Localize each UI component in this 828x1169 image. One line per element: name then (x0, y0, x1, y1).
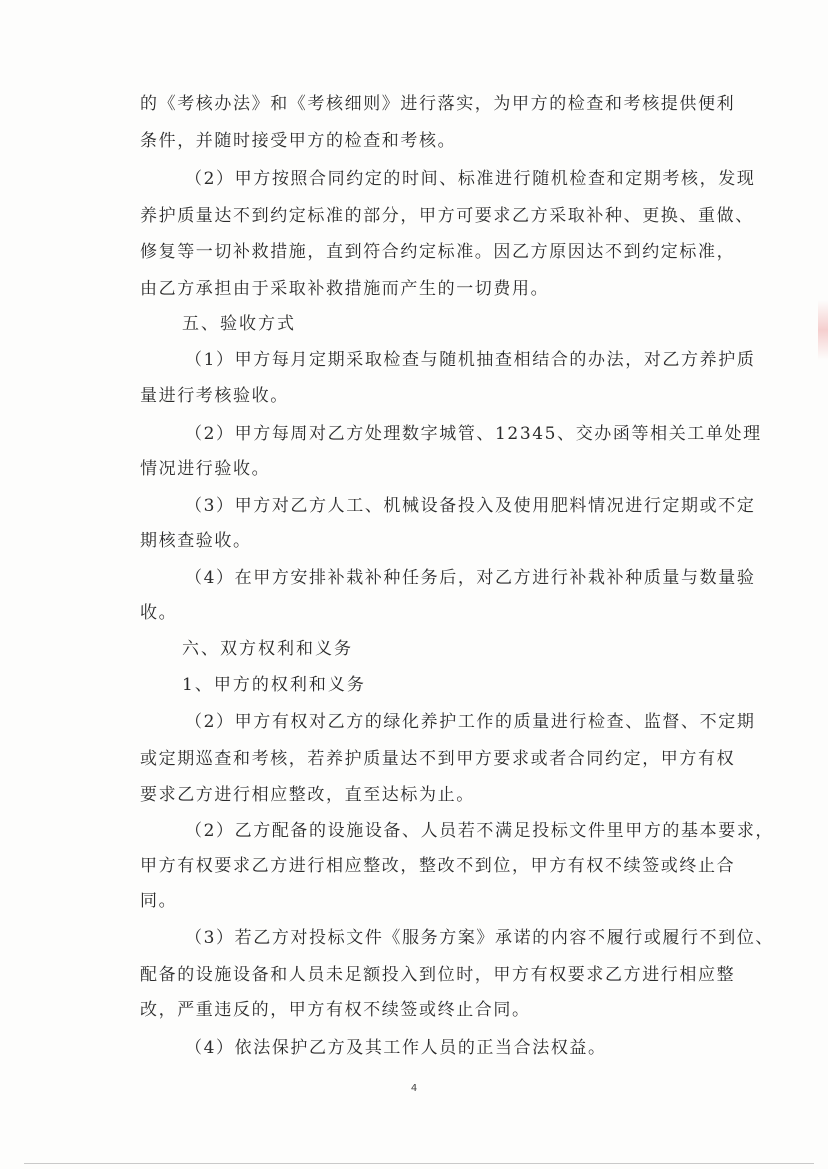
section-heading: 六、双方权利和义务 (182, 639, 353, 659)
paragraph-line: 改，严重违反的，甲方有权不续签或终止合同。 (140, 1000, 531, 1020)
paragraph-line: （2）甲方按照合同约定的时间、标准进行随机检查和定期考核，发现 (185, 169, 756, 189)
paragraph-line: 修复等一切补救措施，直到符合约定标准。因乙方原因达不到约定标准， (140, 242, 736, 262)
paragraph-line: （3）若乙方对投标文件《服务方案》承诺的内容不履行或履行不到位、 (185, 928, 775, 948)
paragraph-line: 条件，并随时接受甲方的检查和考核。 (140, 131, 457, 151)
subsection-heading: 1、甲方的权利和义务 (182, 675, 366, 695)
section-heading: 五、验收方式 (182, 314, 296, 334)
paragraph-line: 要求乙方进行相应整改，直至达标为止。 (140, 785, 475, 805)
paragraph-line: 期核查验收。 (140, 531, 252, 551)
paragraph-line: 量进行考核验收。 (140, 386, 289, 406)
paragraph-line: （2）乙方配备的设施设备、人员若不满足投标文件里甲方的基本要求， (185, 821, 775, 841)
paragraph-line: 或定期巡查和考核，若养护质量达不到甲方要求或者合同约定，甲方有权 (140, 749, 736, 769)
paragraph-line: （4）依法保护乙方及其工作人员的正当合法权益。 (185, 1038, 607, 1058)
paragraph-line: （2）甲方每周对乙方处理数字城管、12345、交办函等相关工单处理 (185, 424, 762, 444)
paragraph-line: 同。 (140, 891, 178, 911)
paragraph-line: 配备的设施设备和人员未足额投入到位时，甲方有权要求乙方进行相应整 (140, 965, 736, 985)
seal-edge-mark (818, 300, 828, 360)
paragraph-line: （3）甲方对乙方人工、机械设备投入及使用肥料情况进行定期或不定 (185, 496, 756, 516)
paragraph-line: 收。 (140, 603, 178, 623)
paragraph-line: 由乙方承担由于采取补救措施而产生的一切费用。 (140, 279, 550, 299)
paragraph-line: （2）甲方有权对乙方的绿化养护工作的质量进行检查、监督、不定期 (185, 712, 756, 732)
paragraph-line: 情况进行验收。 (140, 459, 271, 479)
scan-bottom-edge (24, 1163, 814, 1164)
paragraph-line: 的《考核办法》和《考核细则》进行落实，为甲方的检查和考核提供便利 (140, 94, 736, 114)
paragraph-line: 养护质量达不到约定标准的部分，甲方可要求乙方采取补种、更换、重做、 (140, 206, 754, 226)
paragraph-line: （4）在甲方安排补栽补种任务后，对乙方进行补栽补种质量与数量验 (185, 568, 756, 588)
paragraph-line: （1）甲方每月定期采取检查与随机抽查相结合的办法，对乙方养护质 (185, 350, 756, 370)
paragraph-line: 甲方有权要求乙方进行相应整改，整改不到位，甲方有权不续签或终止合 (140, 856, 736, 876)
page-number: 4 (410, 1083, 418, 1094)
